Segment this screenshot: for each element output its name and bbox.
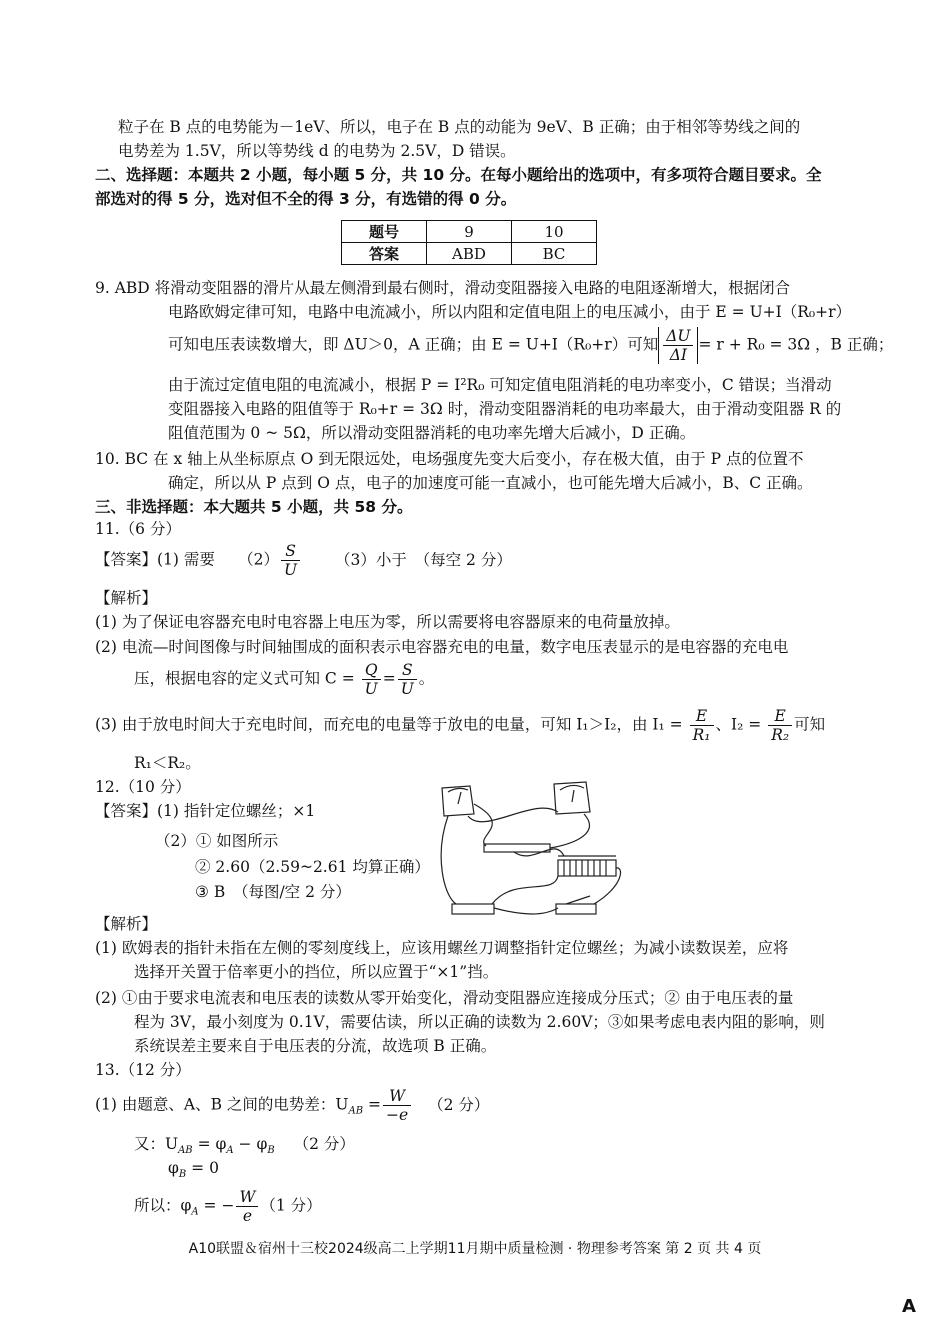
ammeter-body — [442, 786, 474, 816]
subscript: A — [226, 1145, 234, 1157]
subscript: B — [267, 1145, 275, 1157]
fraction — [281, 542, 300, 579]
denominator: R₁ — [692, 726, 711, 744]
numerator: W — [236, 1188, 258, 1207]
formula-line — [134, 661, 434, 698]
text-fragment: （3）小于 （每空 2 分） — [335, 550, 512, 569]
subscript: AB — [348, 1105, 364, 1117]
wire — [492, 876, 558, 904]
text-line: 电势差为 1.5V，所以等势线 d 的电势为 2.5V，D 错误。 — [118, 142, 516, 160]
table-header-cell: 题号 — [342, 221, 427, 243]
answer-line: ② 2.60（2.59~2.61 均算正确） — [195, 858, 430, 876]
ammeter-needle — [458, 792, 461, 804]
subscript: B — [178, 1169, 187, 1181]
text-fragment: 可知电压表读数增大，即 ΔU＞0，A 正确；由 E = U+I（R₀+r）可知 — [168, 335, 659, 354]
text-line: 9. ABD 将滑动变阻器的滑片从最左侧滑到最右侧时，滑动变阻器接入电路的电阻逐渐增大，根据闭合 — [95, 279, 791, 297]
fraction — [690, 707, 714, 744]
subscript: A — [191, 1206, 199, 1218]
text-line: 确定，所以从 P 点到 O 点，电子的加速度可能一直减小，也可能先增大后减小，B、C 正确。 — [168, 474, 813, 492]
text-fragment: = φ — [197, 1135, 227, 1153]
subscript: AB — [178, 1145, 193, 1157]
text-fragment: = — [382, 669, 396, 688]
denominator: U — [364, 680, 378, 698]
numerator: E — [690, 707, 714, 726]
text-line: 程为 3V，最小刻度为 0.1V，需要估读，所以正确的读数为 2.60V；③如果考虑电表内阻的影响，则 — [134, 1013, 825, 1031]
text-fragment: = r + R₀ = 3Ω ，B 正确； — [698, 335, 894, 354]
voltmeter-scale — [560, 785, 584, 790]
text-line: 电路欧姆定律可知，电路中电流减小，所以内阻和定值电阻上的电压减小，由于 E = U+I（R₀+r） — [168, 303, 852, 321]
text-fragment: 。 — [418, 669, 435, 688]
wire — [468, 808, 558, 822]
rheostat-coil — [564, 860, 606, 876]
answer-line — [95, 542, 512, 579]
text-line: (1) 为了保证电容器充电时电容器上电压为零，所以需要将电容器原来的电荷量放掉。 — [95, 613, 680, 631]
battery-holder — [452, 904, 494, 914]
denominator: ΔI — [669, 346, 688, 364]
answer-table — [341, 220, 597, 265]
text-line: 10. BC 在 x 轴上从坐标原点 O 到无限远处，电场强度先变大后变小，存在极大值，由于 P 点的位置不 — [95, 450, 804, 468]
text-fragment: （2 分） — [293, 1135, 355, 1153]
voltmeter-body — [554, 782, 590, 814]
fraction — [236, 1188, 258, 1225]
analysis-label: 【解析】 — [95, 589, 158, 607]
table-header-cell: 答案 — [342, 243, 427, 265]
formula-line — [168, 327, 893, 364]
formula-line — [134, 1188, 322, 1225]
text-fragment: φ — [168, 1159, 179, 1177]
wire — [474, 804, 492, 846]
table-cell: 10 — [512, 221, 597, 243]
text-line: 粒子在 B 点的电势能为－1eV、所以，电子在 B 点的动能为 9eV、B 正确；由于相邻等势线之间的 — [118, 118, 801, 136]
section-heading: 三、非选择题：本大题共 5 小题，共 58 分。 — [95, 498, 413, 516]
section-heading: 二、选择题：本题共 2 小题，每小题 5 分，共 10 分。在每小题给出的选项中，有多项符合题目要求。全 — [95, 166, 822, 184]
wire — [494, 908, 558, 914]
resistor-wire-board — [484, 844, 550, 852]
denominator: U — [284, 561, 298, 579]
text-line: (2) 电流—时间图像与时间轴围成的面积表示电容器充电的电量，数字电压表显示的是电容器的充电电 — [95, 638, 789, 656]
table-row — [342, 243, 597, 265]
paper-version-mark: A — [902, 1296, 916, 1317]
ammeter-scale — [448, 788, 468, 792]
formula-line — [95, 707, 825, 744]
text-fragment: 【答案】(1) 需要 （2） — [95, 550, 279, 569]
wire — [441, 816, 456, 904]
numerator: ΔU — [663, 327, 693, 346]
text-fragment: (3) 由于放电时间大于充电时间，而充电的电量等于放电的电量，可知 I₁＞I₂，由 I₁ = — [95, 715, 683, 734]
text-fragment: （1 分） — [260, 1196, 322, 1215]
table-cell: BC — [512, 243, 597, 265]
denominator: U — [400, 680, 414, 698]
formula-line — [95, 1087, 489, 1124]
text-fragment: （2 分） — [428, 1095, 490, 1114]
section-heading: 部选对的得 5 分，选对但不全的得 3 分，有选错的得 0 分。 — [95, 190, 517, 208]
table-row — [342, 221, 597, 243]
text-line: R₁＜R₂。 — [134, 754, 201, 772]
fraction — [383, 1087, 411, 1124]
text-line: 系统误差主要来自于电压表的分流，故选项 B 正确。 — [134, 1037, 497, 1055]
fraction — [768, 707, 792, 744]
table-cell: 9 — [427, 221, 512, 243]
text-line: (1) 欧姆表的指针未指在左侧的零刻度线上，应该用螺丝刀调整指针定位螺丝；为减小读数误差，应将 — [95, 939, 789, 957]
text-line: (2) ①由于要求电流表和电压表的读数从零开始变化，滑动变阻器应连接成分压式；② 由于电压表的量 — [95, 989, 794, 1007]
text-fragment: 又：U — [134, 1135, 179, 1153]
text-line: 阻值范围为 0 ~ 5Ω，所以滑动变阻器消耗的电功率先增大后减小，D 正确。 — [168, 424, 696, 442]
text-line: 变阻器接入电路的阻值等于 R₀+r = 3Ω 时，滑动变阻器消耗的电功率最大，由于滑动变阻器 R 的 — [168, 400, 842, 418]
rheostat-body — [558, 860, 616, 876]
wire — [550, 814, 589, 848]
page-footer: A10联盟＆宿州十三校2024级高二上学期11月期中质量检测 · 物理参考答案 第 2 页 共 4 页 — [188, 1241, 762, 1257]
switch-base — [556, 904, 596, 914]
abs-fraction — [658, 327, 698, 364]
question-number: 11.（6 分） — [95, 520, 181, 538]
denominator: e — [242, 1207, 252, 1225]
text-fragment: = 0 — [191, 1159, 219, 1177]
text-fragment: 、I₂ = — [715, 715, 762, 734]
question-number: 12.（10 分） — [95, 778, 191, 796]
fraction — [362, 661, 381, 698]
text-fragment: = − — [203, 1196, 235, 1215]
switch-lever — [566, 896, 590, 904]
numerator: S — [398, 661, 417, 680]
denominator: R₂ — [771, 726, 790, 744]
fraction — [398, 661, 417, 698]
numerator: E — [768, 707, 792, 726]
fraction — [663, 327, 693, 364]
text-fragment: 所以：φ — [134, 1196, 192, 1215]
denominator: −e — [385, 1106, 409, 1124]
text-fragment: 压，根据电容的定义式可知 C = — [134, 669, 355, 688]
table-cell: ABD — [427, 243, 512, 265]
circuit-diagram — [434, 776, 630, 924]
numerator: W — [383, 1087, 411, 1106]
text-fragment: 可知 — [794, 715, 826, 734]
text-fragment: − φ — [238, 1135, 268, 1153]
formula-line — [168, 1157, 219, 1186]
text-fragment: (1) 由题意、A、B 之间的电势差：U — [95, 1095, 349, 1114]
text-fragment: = — [367, 1095, 381, 1114]
numerator: S — [281, 542, 300, 561]
text-line: 由于流过定值电阻的电流减小，根据 P = I²R₀ 可知定值电阻消耗的电功率变小，C 错误；当滑动 — [168, 376, 832, 394]
question-number: 13.（12 分） — [95, 1061, 191, 1079]
numerator: Q — [362, 661, 381, 680]
text-line: 选择开关置于倍率更小的挡位，所以应置于“×1”挡。 — [134, 963, 499, 981]
analysis-label: 【解析】 — [95, 915, 158, 933]
answer-line: ③ B （每图/空 2 分） — [195, 883, 351, 901]
answer-line: 【答案】(1) 指针定位螺丝；×1 — [95, 802, 316, 820]
voltmeter-needle — [572, 790, 574, 802]
answer-line: （2）① 如图所示 — [155, 832, 279, 850]
